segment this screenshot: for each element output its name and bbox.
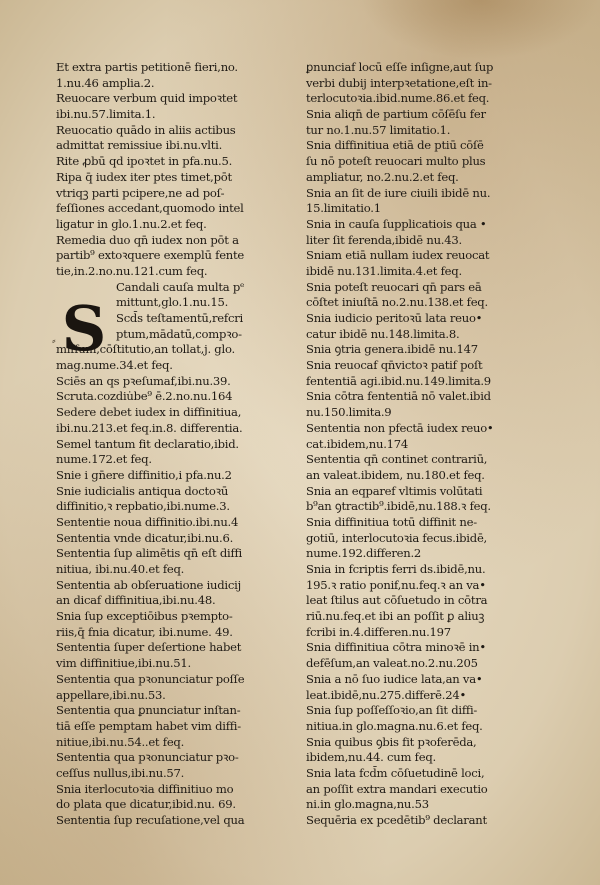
index-line: liter ſit ferenda,ibidē nu.43. — [306, 232, 462, 247]
index-line: Snia cōtra fententiā nō valet.ibid — [306, 389, 491, 404]
index-line: terlocutoꝛia.ibid.nume.86.et feq. — [306, 91, 490, 106]
index-line: an valeat.ibidem, nu.180.et feq. — [306, 467, 485, 482]
index-line: defēſum,an valeat.no.2.nu.205 — [306, 656, 478, 671]
index-line: Sententia ſup alimētis qn̄ eſt diffi — [56, 546, 243, 561]
index-line: leat.ibidē,nu.275.differē.24• — [306, 687, 467, 702]
index-line: Snia diffinitiua etiā de ptiū cōſē — [306, 138, 484, 153]
index-line: leat ſtilus aut cōſuetudo in cōtra — [306, 593, 488, 608]
index-line: Snia poteſt reuocari qn̄ pars eā — [306, 279, 482, 294]
index-line: Remedia duo qn̄ iudex non pōt a — [56, 232, 239, 247]
index-line: Sententia vnde dicatur,ibi.nu.6. — [56, 530, 234, 545]
index-line: nitiue,ibi.nu.54..et feq. — [56, 734, 185, 749]
index-line: Sententia ab obſeruatione iudicij — [56, 577, 241, 592]
index-line: 1.nu.46 amplia.2. — [56, 75, 155, 90]
index-line: an poſſit extra mandari executio — [306, 781, 488, 796]
index-line: admittat remissiue ibi.nu.vlti. — [56, 138, 223, 153]
index-line: ꝑnunciaf locū eſſe inſigne,aut ſup — [306, 60, 494, 74]
index-line: nume.192.differen.2 — [306, 546, 422, 561]
index-line: Snia ꝯtria genera.ibidē nu.147 — [306, 342, 478, 357]
index-line: mittunt,glo.1.nu.15. — [116, 295, 229, 310]
index-line: ibidē nu.131.limita.4.et feq. — [306, 263, 462, 278]
index-line: Snia an ſit de iure ciuili ibidē nu. — [306, 185, 491, 200]
index-line: Semel tantum fit declaratio,ibid. — [56, 436, 239, 451]
index-line: 195.ꝛ ratio ponif,nu.feq.ꝛ an va• — [306, 577, 486, 592]
index-line: Snia aliqn̄ de partium cōſēſu fer — [306, 107, 486, 122]
index-line: cat.ibidem,nu.174 — [306, 436, 409, 451]
index-line: Sententia qua pꝛonunciatur pꝛo- — [56, 750, 239, 765]
index-line: catur ibidē nu.148.limita.8. — [306, 326, 460, 341]
index-line: Snia in cauſa ſupplicatiois qua • — [306, 216, 487, 231]
index-line: mag.nume.34.et feq. — [56, 358, 173, 373]
index-line: Sedere debet iudex in diffinitiua, — [56, 405, 242, 420]
index-line: nume.172.et feq. — [56, 452, 152, 467]
index-line: Snia diffinitiua cōtra minoꝛē in• — [306, 640, 486, 655]
index-line: Scd̄s teſtamentū,refcri — [116, 311, 243, 325]
index-line: Sententia qua pꝛonunciatur poſſe — [56, 671, 245, 686]
index-line: ni.in glo.magna,nu.53 — [306, 797, 429, 812]
index-line: Sciēs an qs pꝛeſumaf,ibi.nu.39. — [56, 373, 231, 388]
index-line: ſu nō poteſt reuocari multo plus — [306, 154, 486, 169]
index-line: ibi.nu.213.et feq.in.8. differentia. — [56, 420, 243, 435]
index-line: do plata que dicatur,ibid.nu. 69. — [56, 797, 236, 812]
index-line: Snia a nō ſuo iudice lata,an va• — [306, 671, 483, 686]
index-line: Sententia qn̄ continet contrariū, — [306, 452, 488, 467]
index-line: nitiua.in glo.magna.nu.6.et feq. — [306, 718, 483, 733]
index-line: Rite ꝓbū qd ipoꝛtet in pfa.nu.5. — [56, 154, 233, 169]
index-line: ibi.nu.57.limita.1. — [56, 107, 156, 122]
index-line: Snia an eqparef vltimis volūtati — [306, 483, 483, 498]
index-line: tiā eſſe pemptam habet vim diffi- — [56, 718, 241, 733]
index-line: Sententia ſuper deſertione habet — [56, 640, 242, 655]
index-line: gotiū, interlocutoꝛia fecus.ibidē, — [306, 530, 487, 545]
index-line: verbi dubij interpꝛetatione,eſt in- — [306, 75, 492, 90]
index-line: 15.limitatio.1 — [306, 201, 381, 216]
index-line: Snie i gn̄ere diffinitio,i pfa.nu.2 — [56, 467, 232, 482]
index-line: Snia iterlocutoꝛia diffinitiuo mo — [56, 781, 234, 796]
index-line: ampliatur, no.2.nu.2.et feq. — [306, 169, 459, 184]
right-column — [306, 60, 548, 829]
index-line: Ripa q̄ iudex iter ptes timet,pōt — [56, 169, 232, 184]
index-line: appellare,ibi.nu.53. — [56, 687, 166, 702]
index-line: ptum,mādatū,compꝛo- — [116, 326, 242, 341]
index-line: Reuocatio quādo in aliis actibus — [56, 122, 236, 137]
index-line: feſſiones accedant,quomodo intel — [56, 201, 244, 216]
index-line: Sententie noua diffinitio.ibi.nu.4 — [56, 514, 239, 529]
left-column — [56, 60, 301, 829]
index-line: Snia diffinitiua totū diffinit ne- — [306, 514, 477, 529]
index-line: ceſſus nullus,ibi.nu.57. — [56, 765, 185, 780]
index-line: Sententia qua ꝑnunciatur inſtan- — [56, 703, 241, 718]
index-line: ligatur in glo.1.nu.2.et feq. — [56, 216, 207, 231]
index-line: miſſum,cōſtitutio,an tollat,j. glo. — [56, 342, 235, 357]
water-stain — [360, 0, 600, 60]
index-line: Snia ſup exceptiōibus pꝛempto- — [56, 609, 233, 624]
drop-cap-initial: S — [61, 292, 107, 365]
index-line: Sententia non pfectā iudex reuo• — [306, 420, 494, 435]
index-line: Et extra partis petitionē fieri,no. — [56, 60, 238, 74]
index-line: Reuocare verbum quid impoꝛtet — [56, 91, 238, 106]
index-line: fcribi in.4.differen.nu.197 — [306, 624, 451, 639]
index-line: tie,in.2.no.nu.121.cum feq. — [56, 263, 208, 278]
index-line: Sententia ſup recuſatione,vel qua — [56, 813, 245, 827]
index-line: Snia quibus ꝯbis fit pꝛoferēda, — [306, 734, 477, 749]
index-line: fententiā agi.ibid.nu.149.limita.9 — [306, 373, 491, 388]
index-line: nu.150.limita.9 — [306, 405, 392, 420]
index-line: Sniam etiā nullam iudex reuocat — [306, 248, 490, 263]
index-line: riū.nu.feq.et ibi an poſſit ꝑ aliuꝫ — [306, 609, 485, 624]
index-line: vim diffinitiue,ibi.nu.51. — [56, 656, 191, 671]
index-line: Snia lata fcd̄m cōſuetudinē loci, — [306, 765, 485, 780]
index-line: cōſtet iniuſtā no.2.nu.138.et feq. — [306, 295, 488, 310]
index-line: Snia reuocaf qn̄victoꝛ patif poſt — [306, 358, 483, 373]
index-line: nitiua, ibi.nu.40.et feq. — [56, 562, 185, 576]
index-line: Snia ſup poſſeſſoꝛio,an ſit diffi- — [306, 703, 478, 718]
index-line: riis,q̄ fnia dicatur, ibi.nume. 49. — [56, 624, 233, 639]
index-line: an dicaf diffinitiua,ibi.nu.48. — [56, 593, 216, 608]
index-line: diffinitio,ꝛ repbatio,ibi.nume.3. — [56, 499, 230, 514]
index-line: Snie iudicialis antiqua doctoꝛū — [56, 483, 229, 498]
index-line: partib⁹ extoꝛquere exemplū fente — [56, 248, 245, 263]
index-line: Sequēria ex pcedētib⁹ declarant — [306, 813, 487, 827]
index-line: Scruta.cozdiu̇be⁹ ē.2.no.nu.164 — [56, 389, 233, 404]
index-line: ibidem,nu.44. cum feq. — [306, 750, 436, 765]
index-line: Candali cauſa multa pᵉ — [116, 279, 245, 294]
margin-mark: ⸗ — [52, 334, 56, 347]
index-line: b⁹an ꝯtractib⁹.ibidē,nu.188.ꝛ feq. — [306, 499, 491, 514]
index-line: Snia in fcriptis ferri ds.ibidē,nu. — [306, 562, 486, 576]
index-line: vtriqꝫ parti pcipere,ne ad poſ- — [56, 185, 225, 200]
index-line: tur no.1.nu.57 limitatio.1. — [306, 122, 451, 137]
index-line: Snia iudicio peritoꝛū lata reuo• — [306, 311, 483, 325]
